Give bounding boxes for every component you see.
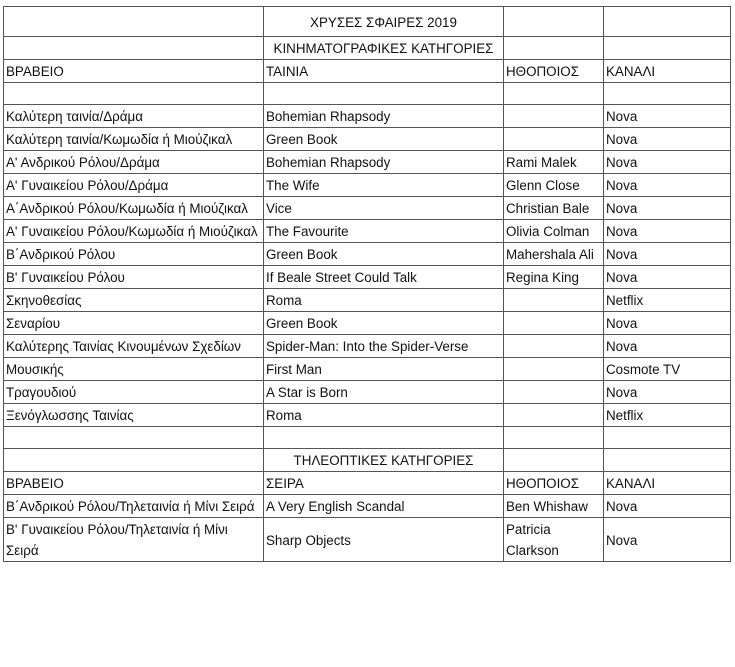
title-cell: Spider-Man: Into the Spider-Verse	[264, 335, 504, 358]
channel-cell: Nova	[604, 312, 731, 335]
title-cell: First Man	[264, 358, 504, 381]
header-row	[4, 472, 731, 495]
title-cell: A Star is Born	[264, 381, 504, 404]
empty-cell	[4, 37, 264, 60]
channel-cell: Nova	[604, 266, 731, 289]
actor-cell: Glenn Close	[504, 174, 604, 197]
table-row	[4, 266, 731, 289]
award-cell: Τραγουδιού	[4, 381, 264, 404]
title-cell: Bohemian Rhapsody	[264, 105, 504, 128]
channel-cell: Nova	[604, 197, 731, 220]
award-cell: Β΄Ανδρικού Ρόλου	[4, 243, 264, 266]
empty-cell	[264, 83, 504, 105]
title-cell: Bohemian Rhapsody	[264, 151, 504, 174]
table-row	[4, 335, 731, 358]
actor-cell	[504, 312, 604, 335]
award-cell: Μουσικής	[4, 358, 264, 381]
title-cell: The Favourite	[264, 220, 504, 243]
table-row	[4, 289, 731, 312]
title-cell: A Very English Scandal	[264, 495, 504, 518]
award-cell: Β' Γυναικείου Ρόλου/Τηλεταινία ή Μίνι Σειρά	[4, 518, 264, 562]
title-cell: Roma	[264, 289, 504, 312]
table-row	[4, 128, 731, 151]
column-header-channel: ΚΑΝΑΛΙ	[604, 472, 731, 495]
actor-cell	[504, 358, 604, 381]
channel-cell: Netflix	[604, 289, 731, 312]
award-cell: Α' Γυναικείου Ρόλου/Δράμα	[4, 174, 264, 197]
actor-cell	[504, 105, 604, 128]
table-title: ΧΡΥΣΕΣ ΣΦΑΙΡΕΣ 2019	[264, 7, 504, 37]
actor-cell	[504, 128, 604, 151]
award-cell: Καλύτερης Ταινίας Κινουμένων Σχεδίων	[4, 335, 264, 358]
empty-cell	[604, 449, 731, 472]
table-row	[4, 174, 731, 197]
column-header-award: ΒΡΑΒΕΙΟ	[4, 472, 264, 495]
film-section-heading: ΚΙΝΗΜΑΤΟΓΡΑΦΙΚΕΣ ΚΑΤΗΓΟΡΙΕΣ	[264, 37, 504, 60]
actor-cell: Regina King	[504, 266, 604, 289]
empty-cell	[504, 7, 604, 37]
channel-cell: Nova	[604, 151, 731, 174]
empty-cell	[604, 427, 731, 449]
empty-cell	[4, 449, 264, 472]
table-row	[4, 381, 731, 404]
award-cell: Καλύτερη ταινία/Δράμα	[4, 105, 264, 128]
table-row	[4, 312, 731, 335]
channel-cell: Nova	[604, 174, 731, 197]
empty-cell	[264, 427, 504, 449]
title-cell: Green Book	[264, 243, 504, 266]
title-cell: If Beale Street Could Talk	[264, 266, 504, 289]
channel-cell: Nova	[604, 243, 731, 266]
award-cell: Α' Γυναικείου Ρόλου/Κωμωδία ή Μιούζικαλ	[4, 220, 264, 243]
actor-cell: Christian Bale	[504, 197, 604, 220]
empty-cell	[504, 37, 604, 60]
channel-cell: Cosmote TV	[604, 358, 731, 381]
award-cell: Β΄Ανδρικού Ρόλου/Τηλεταινία ή Μίνι Σειρά	[4, 495, 264, 518]
title-cell: Sharp Objects	[264, 518, 504, 562]
table-row	[4, 358, 731, 381]
award-cell: Β' Γυναικείου Ρόλου	[4, 266, 264, 289]
channel-cell: Nova	[604, 105, 731, 128]
channel-cell: Nova	[604, 220, 731, 243]
channel-cell: Nova	[604, 495, 731, 518]
actor-cell: Ben Whishaw	[504, 495, 604, 518]
actor-cell	[504, 289, 604, 312]
empty-cell	[504, 449, 604, 472]
table-row	[4, 220, 731, 243]
empty-cell	[604, 37, 731, 60]
empty-cell	[604, 83, 731, 105]
table-row	[4, 495, 731, 518]
channel-cell: Nova	[604, 335, 731, 358]
actor-cell	[504, 335, 604, 358]
table-row	[4, 404, 731, 427]
column-header-channel: ΚΑΝΑΛΙ	[604, 60, 731, 83]
actor-cell: Olivia Colman	[504, 220, 604, 243]
awards-table-body	[4, 7, 731, 562]
table-row	[4, 151, 731, 174]
column-header-film: ΤΑΙΝΙΑ	[264, 60, 504, 83]
title-cell: Green Book	[264, 312, 504, 335]
section-heading-row	[4, 37, 731, 60]
actor-cell: Mahershala Ali	[504, 243, 604, 266]
award-cell: Καλύτερη ταινία/Κωμωδία ή Μιούζικαλ	[4, 128, 264, 151]
empty-cell	[4, 427, 264, 449]
column-header-actor: ΗΘΟΠΟΙΟΣ	[504, 472, 604, 495]
spacer-row	[4, 427, 731, 449]
award-cell: Α' Ανδρικού Ρόλου/Δράμα	[4, 151, 264, 174]
title-cell: Roma	[264, 404, 504, 427]
channel-cell: Nova	[604, 518, 731, 562]
column-header-series: ΣΕΙΡΑ	[264, 472, 504, 495]
empty-cell	[604, 7, 731, 37]
actor-cell	[504, 404, 604, 427]
awards-table	[3, 6, 731, 562]
channel-cell: Netflix	[604, 404, 731, 427]
column-header-award: ΒΡΑΒΕΙΟ	[4, 60, 264, 83]
table-row	[4, 197, 731, 220]
header-row	[4, 60, 731, 83]
title-cell: Vice	[264, 197, 504, 220]
actor-cell: Rami Malek	[504, 151, 604, 174]
award-cell: Α΄Ανδρικού Ρόλου/Κωμωδία ή Μιούζικαλ	[4, 197, 264, 220]
empty-cell	[4, 83, 264, 105]
channel-cell: Nova	[604, 381, 731, 404]
spacer-row	[4, 83, 731, 105]
award-cell: Σεναρίου	[4, 312, 264, 335]
table-row	[4, 105, 731, 128]
section-heading-row	[4, 449, 731, 472]
empty-cell	[504, 427, 604, 449]
award-cell: Σκηνοθεσίας	[4, 289, 264, 312]
actor-cell: Patricia Clarkson	[504, 518, 604, 562]
table-row	[4, 518, 731, 562]
title-cell: Green Book	[264, 128, 504, 151]
empty-cell	[504, 83, 604, 105]
title-row	[4, 7, 731, 37]
award-cell: Ξενόγλωσσης Ταινίας	[4, 404, 264, 427]
actor-cell	[504, 381, 604, 404]
title-cell: The Wife	[264, 174, 504, 197]
channel-cell: Nova	[604, 128, 731, 151]
column-header-actor: ΗΘΟΠΟΙΟΣ	[504, 60, 604, 83]
tv-section-heading: ΤΗΛΕΟΠΤΙΚΕΣ ΚΑΤΗΓΟΡΙΕΣ	[264, 449, 504, 472]
table-row	[4, 243, 731, 266]
empty-cell	[4, 7, 264, 37]
